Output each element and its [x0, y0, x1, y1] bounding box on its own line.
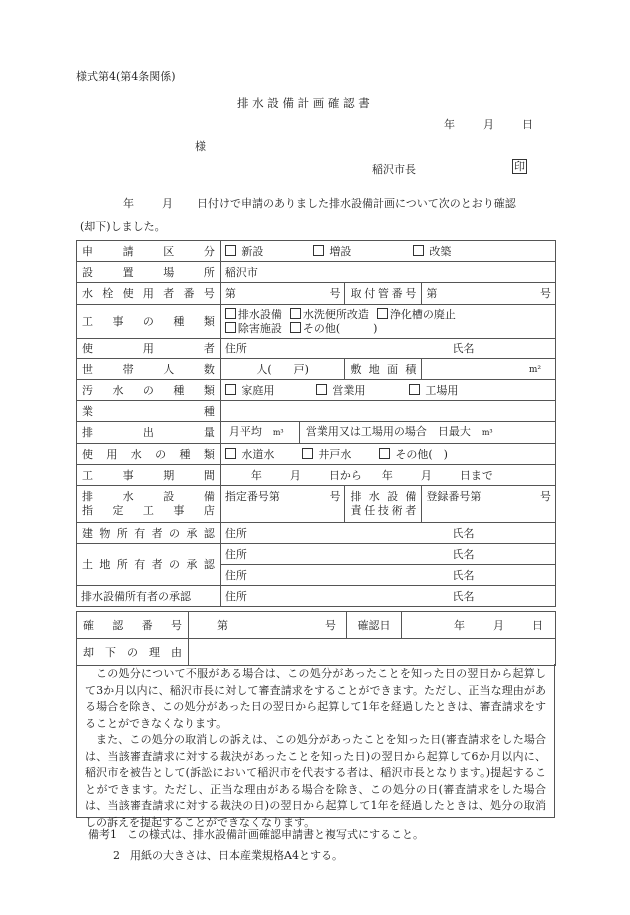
business-daily-max: 営業用又は工場用の場合 日最大 [305, 425, 471, 438]
label-site-area: 敷地面積 [345, 359, 422, 380]
row-sewage-type [77, 380, 556, 401]
row-household [77, 359, 556, 380]
label-facility-owner: 排水設備所有者の承認 [77, 586, 221, 607]
end-month: 月 [420, 468, 432, 482]
row-confirm-number [77, 612, 556, 639]
row-water-type [77, 444, 556, 465]
end-day: 日まで [459, 468, 493, 482]
row-reject-reason [77, 639, 556, 666]
appeal-notice [76, 664, 555, 829]
label-sewage-type: 汚 水 の 種 類 [77, 380, 221, 401]
option-septic: 浄化槽の廃止 [389, 307, 456, 321]
label-location: 設 置 場 所 [77, 262, 221, 283]
start-year: 年 [250, 468, 262, 482]
hydrant-user-number[interactable] [220, 283, 345, 305]
row-user [77, 339, 556, 359]
start-month: 月 [289, 468, 301, 482]
industry-value[interactable] [220, 401, 555, 422]
row-industry [77, 401, 556, 422]
label-land-owner: 土地所有者の承認 [77, 544, 221, 586]
row-contractor [77, 486, 556, 523]
option-abatement: 除害施設 [237, 321, 282, 335]
land-owner-fields-1[interactable] [220, 544, 555, 565]
contractor-number[interactable] [220, 486, 345, 523]
work-type-options [220, 305, 555, 339]
checkbox-toilet[interactable] [290, 308, 301, 319]
label-hydrant-user: 水栓使用者番号 [77, 283, 221, 305]
suffix: 号 [540, 490, 551, 503]
registration-number-label: 登録番号第 [426, 490, 482, 503]
addressee-suffix: 様 [195, 140, 206, 153]
end-year: 年 [381, 468, 393, 482]
checkbox-new[interactable] [225, 245, 236, 256]
label-work-type: 工 事 の 種 類 [77, 305, 221, 339]
option-factory: 工場用 [425, 383, 459, 397]
row-location [77, 262, 556, 283]
row-work-type [77, 305, 556, 339]
address-label: 住所 [224, 526, 247, 540]
notice-paragraph-1: この処分について不服がある場合は、この処分があったことを知った日の翌日から起算して3か月以内に、稲沢市長に対して審査請求をすることができます。ただし、正当な理由がある場合を除き、この処分があった日の翌日から起算して1年を経過したときは、審査請求をすることができなくなります。 [85, 667, 546, 730]
month-label: 月 [483, 118, 494, 131]
start-day: 日から [328, 468, 362, 482]
checkbox-tap-water[interactable] [225, 448, 236, 459]
label-household: 世 帯 人 数 [77, 359, 221, 380]
land-owner-fields-2[interactable] [220, 565, 555, 586]
remark-text-1: この様式は、排水設備計画確認申請書と複写式にすること。 [127, 828, 424, 841]
label-user: 使 用 者 [77, 339, 221, 359]
option-toilet: 水洗便所改造 [302, 307, 369, 321]
name-label: 氏名 [452, 568, 475, 582]
checkbox-drainage[interactable] [225, 308, 236, 319]
sewage-type-options [220, 380, 555, 401]
location-value[interactable]: 稲沢市 [220, 262, 555, 283]
issuer: 稲沢市長 [372, 163, 416, 176]
label-water-type: 使 用 水 の 種 類 [77, 444, 221, 465]
seal-mark [512, 159, 527, 174]
application-type-options [220, 241, 555, 262]
suffix: 号 [540, 287, 551, 300]
notice-paragraph-2: また、この処分の取消しの訴えは、この処分があったことを知った日(審査請求をした場合は、当該審査請求に対する裁決があったことを知った日)の翌日から起算して6か月以内に、稲沢市を被告として(訴訟において稲沢市を代表する者は、稲沢市長となります。)提起することができます。ただし、正当な理由がある場合を除き、この処分の日(審査請求をした場合は、当該審査請求に対する裁決の日)の翌日から起算して1年を経過したときは、処分の取消しの訴えを提起することができなくなります。 [85, 733, 546, 829]
monthly-label: 月平均 [228, 425, 262, 438]
name-label: 氏名 [452, 547, 475, 561]
unit: m³ [272, 428, 284, 437]
row-building-owner [77, 523, 556, 544]
suffix: 号 [329, 490, 341, 503]
row-application-type [77, 241, 556, 262]
intro-text: 日付けで申請のありました排水設備計画について次のとおり確認 [197, 197, 516, 210]
area-unit: m² [528, 364, 541, 375]
suffix: 号 [325, 618, 337, 632]
seal-icon: 印 [514, 160, 525, 173]
checkbox-other-water[interactable] [379, 448, 390, 459]
discharge-values[interactable] [220, 422, 555, 444]
pipe-number[interactable] [422, 283, 556, 305]
checkbox-rebuild[interactable] [413, 245, 424, 256]
row-work-period [77, 465, 556, 486]
issue-date [444, 116, 533, 132]
row-discharge [77, 422, 556, 444]
contractor-label-2: 指定工事店 [82, 504, 215, 517]
day-label: 日 [532, 618, 543, 632]
household-value[interactable]: 人( 戸) [220, 359, 345, 380]
unit: m³ [481, 428, 493, 437]
label-confirm-date: 確認日 [347, 612, 402, 639]
name-label: 氏名 [452, 342, 475, 355]
label-engineer [345, 486, 422, 523]
engineer-label-2: 責任技術者 [350, 504, 417, 517]
option-other-water: その他( ) [395, 447, 448, 461]
label-building-owner: 建物所有者の承認 [77, 523, 221, 544]
remark-2 [113, 847, 343, 863]
address-label: 住所 [224, 547, 247, 561]
work-period-value[interactable] [220, 465, 555, 486]
water-type-options [220, 444, 555, 465]
confirm-number-value[interactable] [189, 612, 347, 639]
address-label: 住所 [224, 342, 247, 355]
site-area-value[interactable] [422, 359, 556, 380]
reject-reason-value[interactable] [189, 639, 556, 666]
checkbox-household[interactable] [225, 384, 236, 395]
option-business: 営業用 [332, 383, 366, 397]
address-label: 住所 [224, 568, 247, 582]
intro-text-continued: (却下)しました。 [80, 220, 166, 233]
year-label: 年 [444, 118, 455, 131]
option-expand: 増設 [329, 244, 352, 258]
row-hydrant-user [77, 283, 556, 305]
designated-number-label: 指定番号第 [224, 490, 280, 503]
contractor-label-1: 排水設備 [82, 490, 215, 503]
remark-label: 備考1 [88, 828, 117, 841]
address-label: 住所 [224, 589, 247, 603]
label-application-type: 申 請 区 分 [77, 241, 221, 262]
label-reject-reason: 却 下 の 理 由 [77, 639, 189, 666]
option-new: 新設 [241, 244, 264, 258]
label-work-period: 工 事 期 間 [77, 465, 221, 486]
year-label: 年 [454, 618, 465, 632]
building-owner-fields[interactable] [220, 523, 555, 544]
name-label: 氏名 [452, 526, 475, 540]
label-pipe-number: 取付管番号 [345, 283, 422, 305]
prefix: 第 [426, 287, 438, 300]
option-well-water: 井戸水 [318, 447, 352, 461]
facility-owner-fields[interactable] [220, 586, 555, 607]
label-industry: 業 種 [77, 401, 221, 422]
month-label: 月 [493, 618, 504, 632]
day-label: 日 [522, 118, 533, 131]
confirm-table [76, 611, 556, 666]
row-land-owner-1 [77, 544, 556, 565]
option-other-work: その他( ) [302, 321, 378, 335]
engineer-label-1: 排水設備 [350, 490, 417, 503]
intro-month: 月 [162, 197, 173, 210]
confirm-date-value[interactable] [402, 612, 556, 639]
engineer-registration[interactable] [422, 486, 556, 523]
monthly-average [221, 422, 300, 443]
option-tap-water: 水道水 [241, 447, 275, 461]
checkbox-expand[interactable] [313, 245, 324, 256]
remark-1 [88, 826, 424, 842]
label-contractor [77, 486, 221, 523]
label-discharge: 排 出 量 [77, 422, 221, 444]
main-table [76, 240, 556, 607]
user-fields[interactable] [220, 339, 555, 359]
document-title: 排 水 設 備 計 画 確 認 書 [237, 96, 370, 110]
remark-text-2: 用紙の大きさは、日本産業規格A4とする。 [130, 849, 343, 862]
option-rebuild: 改築 [429, 244, 452, 258]
checkbox-abatement[interactable] [225, 322, 236, 333]
row-facility-owner [77, 586, 556, 607]
option-household: 家庭用 [241, 383, 275, 397]
name-label: 氏名 [452, 589, 475, 603]
prefix: 第 [217, 618, 228, 632]
checkbox-other-work[interactable] [290, 322, 301, 333]
remark-number-2: 2 [113, 849, 120, 862]
checkbox-factory[interactable] [409, 384, 420, 395]
intro-year: 年 [123, 197, 134, 210]
checkbox-well-water[interactable] [302, 448, 313, 459]
checkbox-septic[interactable] [377, 308, 388, 319]
intro-sentence [123, 195, 516, 211]
checkbox-business[interactable] [316, 384, 327, 395]
form-number: 様式第4(第4条関係) [76, 70, 176, 83]
prefix: 第 [224, 287, 236, 300]
label-confirm-number: 確 認 番 号 [77, 612, 189, 639]
suffix: 号 [329, 287, 341, 300]
option-drainage: 排水設備 [237, 307, 282, 321]
